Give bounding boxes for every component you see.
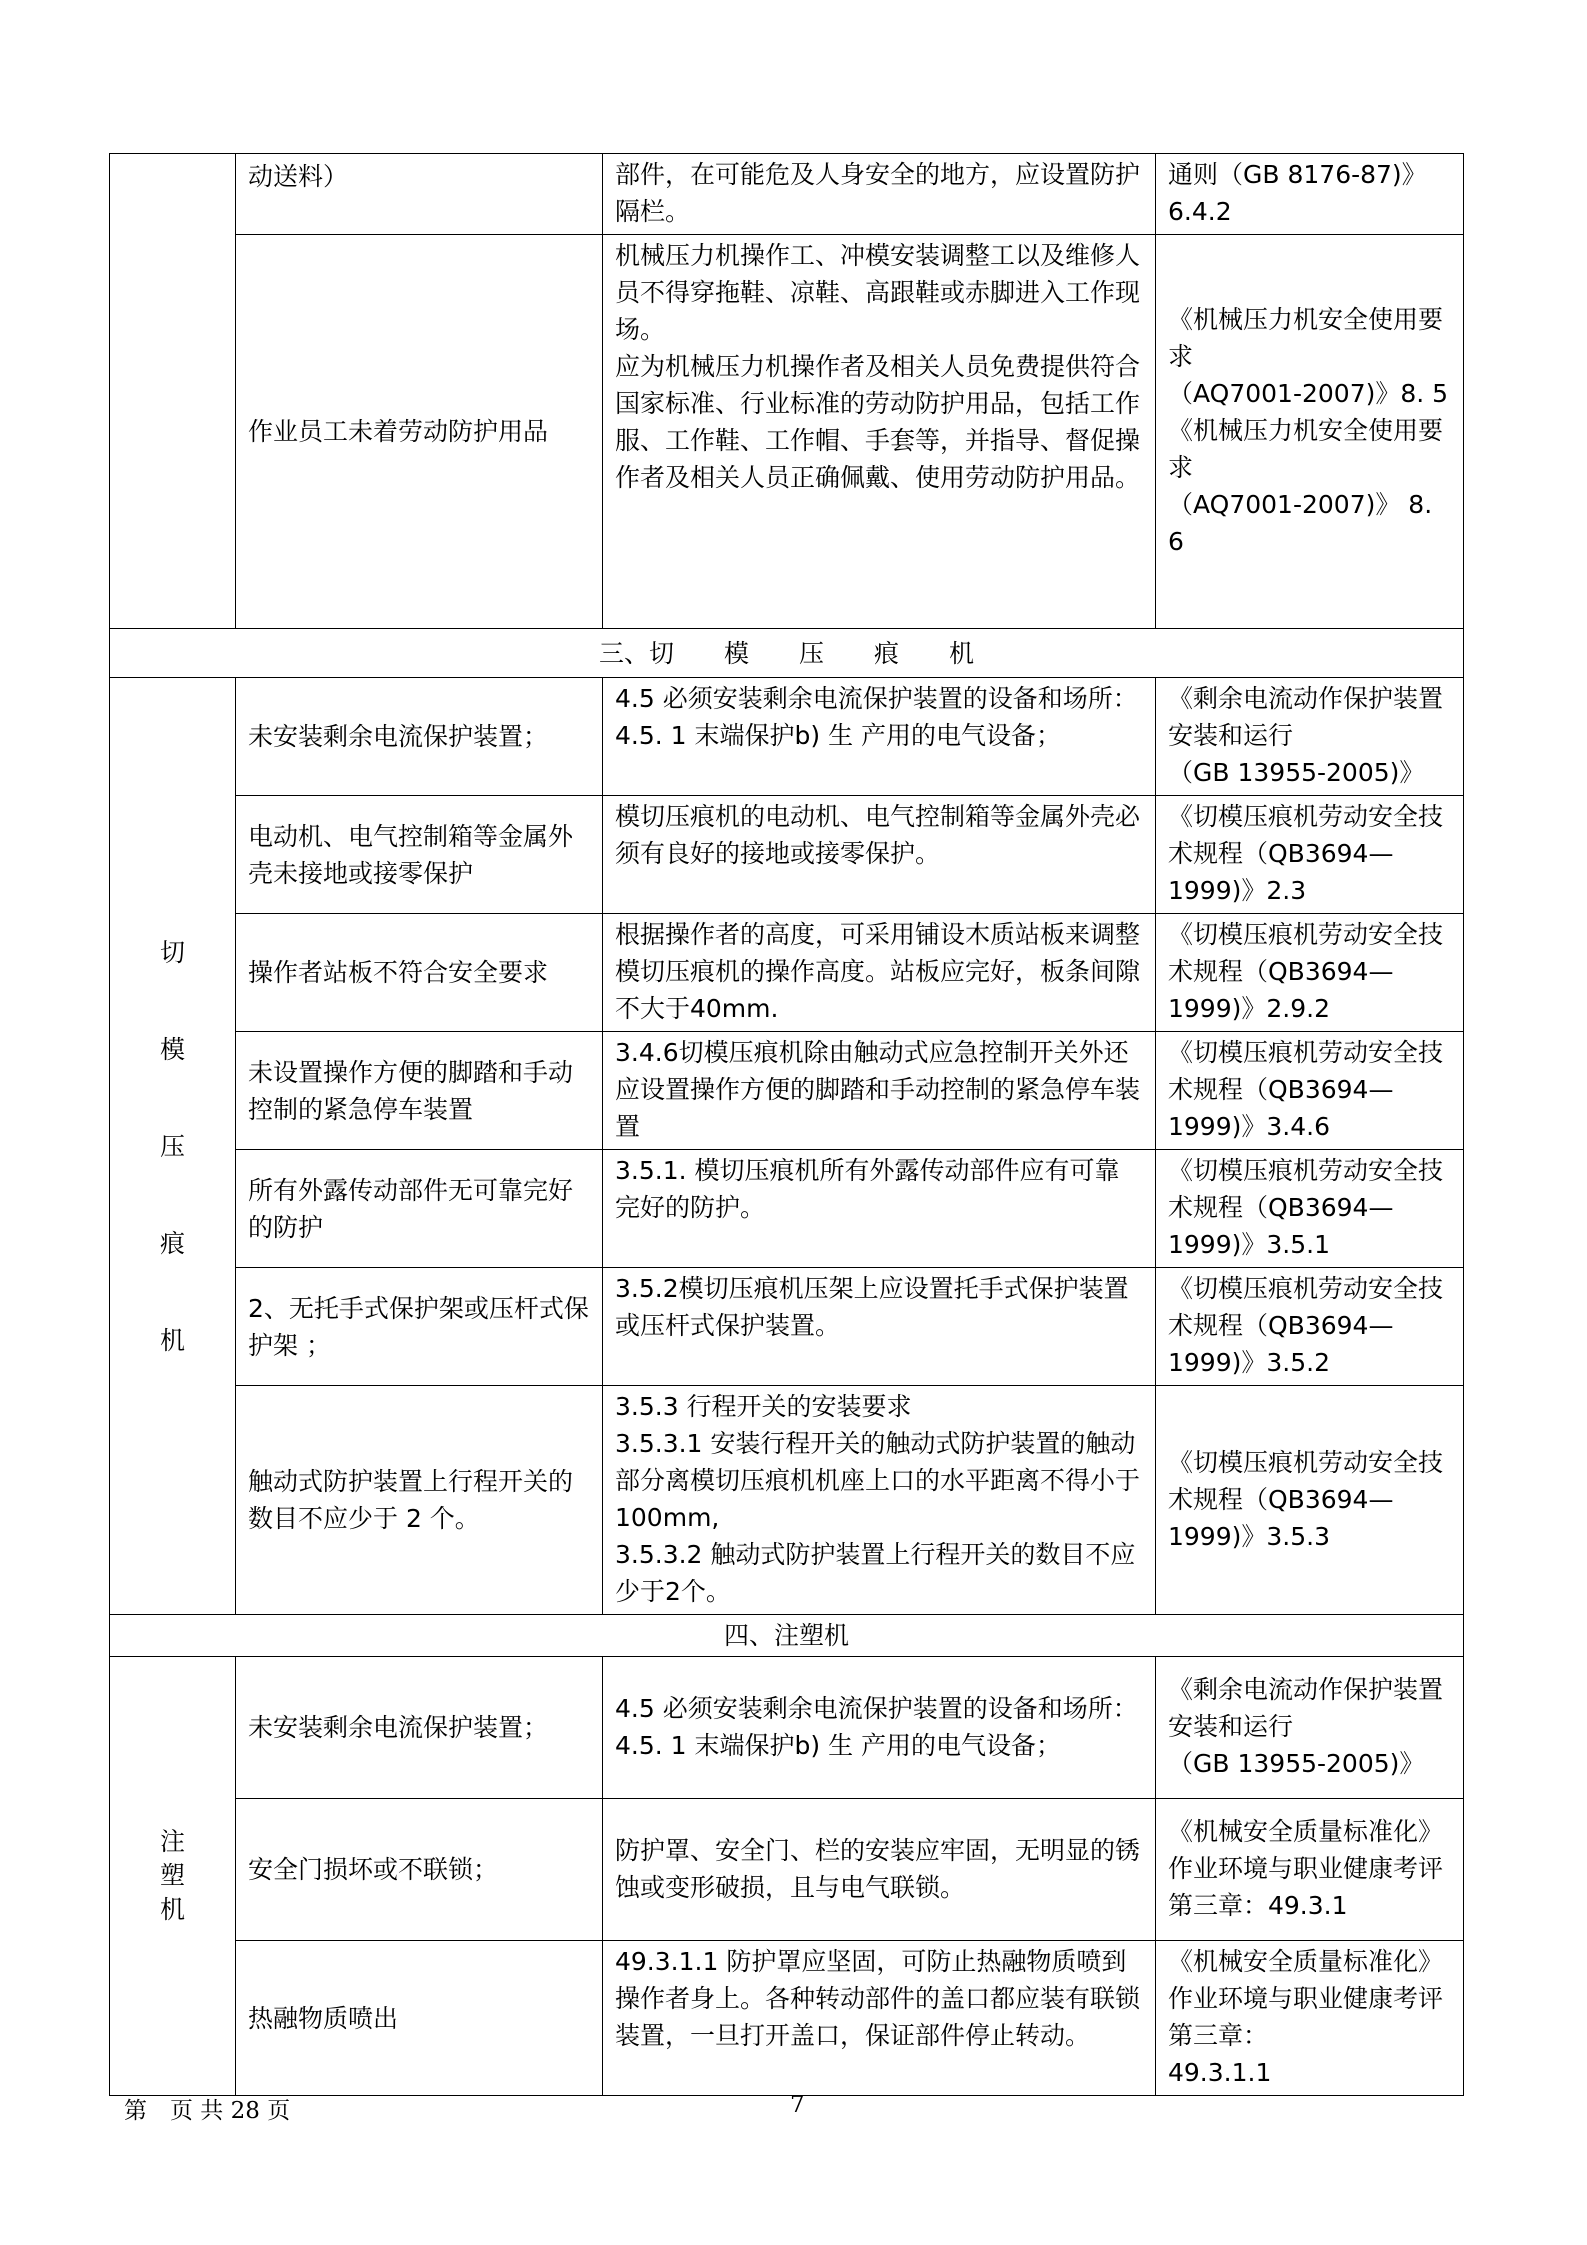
table-row — [110, 914, 1464, 1032]
reference-cell: 《切模压痕机劳动安全技术规程（QB3694—1999)》3.5.3 — [1156, 1386, 1464, 1615]
table-row — [110, 1150, 1464, 1268]
requirement-cell: 部件，在可能危及人身安全的地方，应设置防护隔栏。 — [603, 154, 1156, 235]
requirement-cell: 4.5 必须安装剩余电流保护装置的设备和场所： 4.5. 1 末端保护b) 生 产用的电气设备； — [603, 1657, 1156, 1799]
section-header-row — [110, 1615, 1464, 1657]
category-cell-empty — [110, 154, 236, 629]
table-row — [110, 235, 1464, 629]
requirement-cell: 模切压痕机的电动机、电气控制箱等金属外壳必须有良好的接地或接零保护。 — [603, 796, 1156, 914]
section-title: 四、注塑机 — [110, 1615, 1464, 1657]
requirement-cell: 3.5.2模切压痕机压架上应设置托手式保护装置或压杆式保护装置。 — [603, 1268, 1156, 1386]
hazard-cell: 电动机、电气控制箱等金属外壳未接地或接零保护 — [236, 796, 603, 914]
reference-cell: 通则（GB 8176-87)》 6.4.2 — [1156, 154, 1464, 235]
hazard-cell: 未安装剩余电流保护装置； — [236, 1657, 603, 1799]
category-cell — [110, 1657, 236, 2096]
requirement-cell: 防护罩、安全门、栏的安装应牢固，无明显的锈蚀或变形破损，且与电气联锁。 — [603, 1799, 1156, 1941]
standards-table-page — [109, 153, 1463, 2096]
table-row — [110, 1799, 1464, 1941]
table-row — [110, 1032, 1464, 1150]
requirement-cell: 3.4.6切模压痕机除由触动式应急控制开关外还应设置操作方便的脚踏和手动控制的紧急停车装置 — [603, 1032, 1156, 1150]
reference-cell: 《切模压痕机劳动安全技术规程（QB3694—1999)》3.5.1 — [1156, 1150, 1464, 1268]
reference-cell: 《切模压痕机劳动安全技术规程（QB3694—1999)》2.3 — [1156, 796, 1464, 914]
table-row — [110, 1657, 1464, 1799]
hazard-cell: 作业员工未着劳动防护用品 — [236, 235, 603, 629]
section-header-row — [110, 629, 1464, 678]
table-row — [110, 1268, 1464, 1386]
requirement-cell: 根据操作者的高度，可采用铺设木质站板来调整模切压痕机的操作高度。站板应完好，板条间隙不大于40mm. — [603, 914, 1156, 1032]
category-cell — [110, 678, 236, 1615]
page-number: 7 — [790, 2092, 805, 2118]
hazard-cell: 动送料） — [236, 154, 603, 235]
reference-cell: 《机械安全质量标准化》作业环境与职业健康考评第三章：49.3.1 — [1156, 1799, 1464, 1941]
category-label: 注塑机 — [160, 1826, 186, 1924]
hazard-cell: 未设置操作方便的脚踏和手动控制的紧急停车装置 — [236, 1032, 603, 1150]
reference-cell: 《切模压痕机劳动安全技术规程（QB3694—1999)》3.4.6 — [1156, 1032, 1464, 1150]
reference-cell: 《剩余电流动作保护装置安装和运行 （GB 13955-2005)》 — [1156, 1657, 1464, 1799]
page-footer-text: 第 页 共 28 页 — [124, 2098, 291, 2124]
requirement-cell: 4.5 必须安装剩余电流保护装置的设备和场所： 4.5. 1 末端保护b) 生 产用的电气设备； — [603, 678, 1156, 796]
requirement-cell: 3.5.3 行程开关的安装要求 3.5.3.1 安装行程开关的触动式防护装置的触动部分离模切压痕机机座上口的水平距离不得小于100mm, 3.5.3.2 触动式防护装置上行程开关的数目不应少于2个。 — [603, 1386, 1156, 1615]
hazard-standards-table — [109, 153, 1464, 2096]
hazard-cell: 未安装剩余电流保护装置； — [236, 678, 603, 796]
table-row — [110, 1386, 1464, 1615]
table-row — [110, 796, 1464, 914]
requirement-cell: 49.3.1.1 防护罩应坚固，可防止热融物质喷到操作者身上。各种转动部件的盖口都应装有联锁装置，一旦打开盖口，保证部件停止转动。 — [603, 1941, 1156, 2096]
section-title: 三、切 模 压 痕 机 — [110, 629, 1464, 678]
table-row — [110, 1941, 1464, 2096]
hazard-cell: 2、无托手式保护架或压杆式保护架 ； — [236, 1268, 603, 1386]
reference-cell: 《切模压痕机劳动安全技术规程（QB3694—1999)》2.9.2 — [1156, 914, 1464, 1032]
reference-cell: 《剩余电流动作保护装置安装和运行 （GB 13955-2005)》 — [1156, 678, 1464, 796]
hazard-cell: 触动式防护装置上行程开关的数目不应少于 2 个。 — [236, 1386, 603, 1615]
hazard-cell: 所有外露传动部件无可靠完好的防护 — [236, 1150, 603, 1268]
reference-cell: 《机械压力机安全使用要求 （AQ7001-2007)》8. 5 《机械压力机安全使用要求 （AQ7001-2007)》 8. 6 — [1156, 235, 1464, 629]
hazard-cell: 热融物质喷出 — [236, 1941, 603, 2096]
category-label: 切模压痕机 — [160, 937, 186, 1355]
table-row — [110, 154, 1464, 235]
hazard-cell: 安全门损坏或不联锁； — [236, 1799, 603, 1941]
requirement-cell: 机械压力机操作工、冲模安装调整工以及维修人员不得穿拖鞋、凉鞋、高跟鞋或赤脚进入工作现场。 应为机械压力机操作者及相关人员免费提供符合国家标准、行业标准的劳动防护用品，包括工作服、工作鞋、工作帽、手套等，并指导、督促操作者及相关人员正确佩戴、使用劳动防护用品。 — [603, 235, 1156, 629]
reference-cell: 《机械安全质量标准化》作业环境与职业健康考评第三章： 49.3.1.1 — [1156, 1941, 1464, 2096]
requirement-cell: 3.5.1. 模切压痕机所有外露传动部件应有可靠完好的防护。 — [603, 1150, 1156, 1268]
reference-cell: 《切模压痕机劳动安全技术规程（QB3694—1999)》3.5.2 — [1156, 1268, 1464, 1386]
table-row — [110, 678, 1464, 796]
hazard-cell: 操作者站板不符合安全要求 — [236, 914, 603, 1032]
